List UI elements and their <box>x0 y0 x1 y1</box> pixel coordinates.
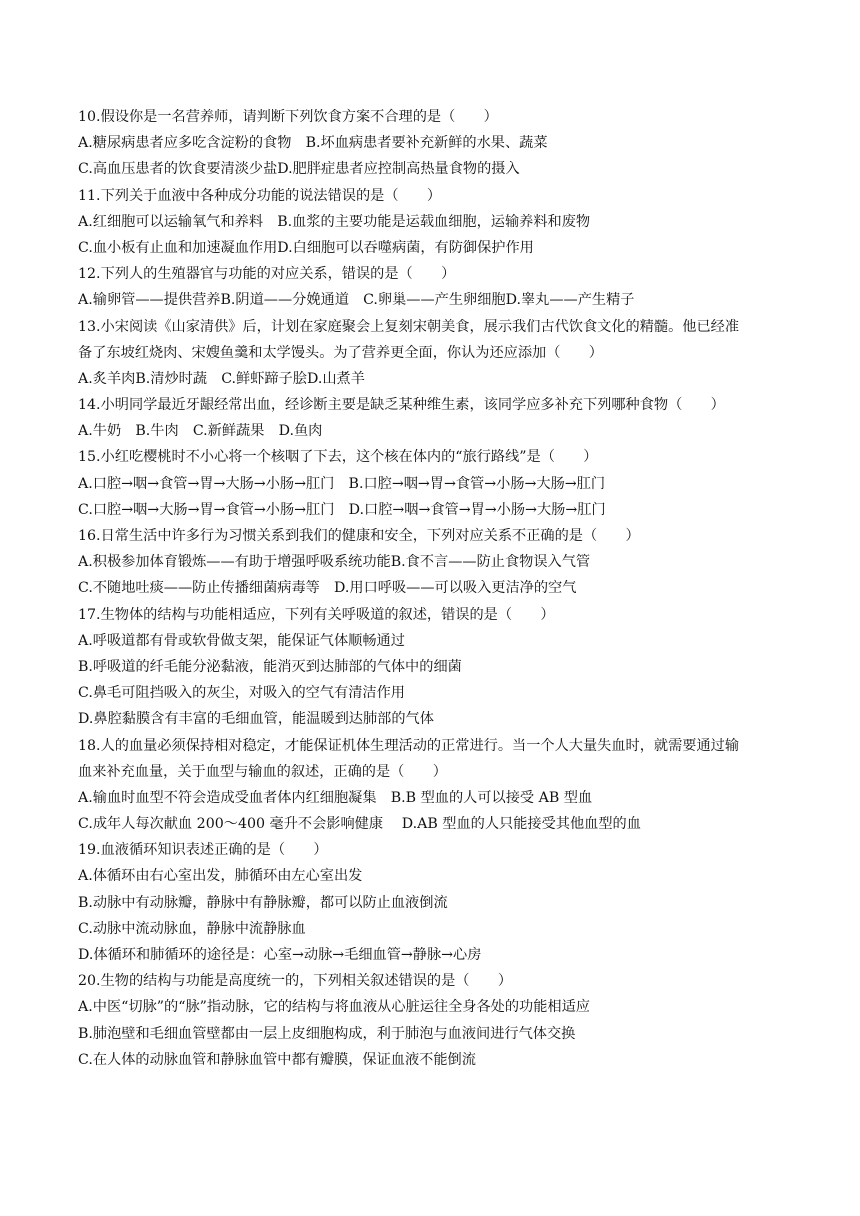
question-19-option-d: D.体循环和肺循环的途径是：心室→动脉→毛细血管→静脉→心房 <box>78 947 482 963</box>
question-18-options-cd: C.成年人每次献血 200～400 毫升不会影响健康 D.AB 型血的人只能接受其他血型的血 <box>78 816 641 833</box>
question-19-stem: 19.血液循环知识表述正确的是（ ） <box>78 842 328 859</box>
question-20-option-b: B.肺泡壁和毛细血管壁都由一层上皮细胞构成，利于肺泡与血液间进行气体交换 <box>78 1025 576 1042</box>
question-17-option-d: D.鼻腔黏膜含有丰富的毛细血管，能温暖到达肺部的气体 <box>78 711 434 728</box>
question-18-options-ab: A.输血时血型不符会造成受血者体内红细胞凝集 B.B 型血的人可以接受 AB 型血 <box>78 789 593 806</box>
question-17-option-c: C.鼻毛可阻挡吸入的灰尘，对吸入的空气有清洁作用 <box>78 685 405 702</box>
question-19-option-c: C.动脉中流动脉血，静脉中流静脉血 <box>78 920 306 937</box>
question-11-options-cd: C.血小板有止血和加速凝血作用D.白细胞可以吞噬病菌，有防御保护作用 <box>78 239 534 256</box>
question-15-options-ab: A.口腔→咽→食管→胃→大肠→小肠→肛门 B.口腔→咽→胃→食管→小肠→大肠→肛门 <box>78 475 606 492</box>
question-12-stem: 12.下列人的生殖器官与功能的对应关系，错误的是（ ） <box>78 266 456 283</box>
question-16-options-ab: A.积极参加体育锻炼——有助于增强呼吸系统功能B.食不言——防止食物误入气管 <box>78 554 591 571</box>
question-17-option-b: B.呼吸道的纤毛能分泌黏液，能消灭到达肺部的气体中的细菌 <box>78 658 462 675</box>
question-17-option-a: A.呼吸道都有骨或软骨做支架，能保证气体顺畅通过 <box>78 632 405 649</box>
question-16-stem: 16.日常生活中许多行为习惯关系到我们的健康和安全，下列对应关系不正确的是（ ） <box>78 528 640 544</box>
question-10-options-ab: A.糖尿病患者应多吃含淀粉的食物 B.坏血病患者要补充新鲜的水果、蔬菜 <box>78 135 548 152</box>
question-10-options-cd: C.高血压患者的饮食要清淡少盐D.肥胖症患者应控制高热量食物的摄入 <box>78 161 520 178</box>
question-14-stem: 14.小明同学最近牙龈经常出血，经诊断主要是缺乏某种维生素，该同学应多补充下列哪种食物（ ） <box>78 397 725 414</box>
question-15-options-cd: C.口腔→咽→大肠→胃→食管→小肠→肛门 D.口腔→咽→食管→胃→小肠→大肠→肛门 <box>78 501 606 518</box>
question-18-stem: 18.人的血量必须保持相对稳定，才能保证机体生理活动的正常进行。当一个人大量失血时，就需要通过输 <box>78 737 740 754</box>
question-10-stem: 10.假设你是一名营养师，请判断下列饮食方案不合理的是（ ） <box>78 109 498 125</box>
question-20-option-c: C.在人体的动脉血管和静脉血管中都有瓣膜，保证血液不能倒流 <box>78 1051 476 1068</box>
question-13-options: A.炙羊肉B.清炒时蔬 C.鲜虾蹄子脍D.山煮羊 <box>78 370 365 387</box>
question-16-options-cd: C.不随地吐痰——防止传播细菌病毒等 D.用口呼吸——可以吸入更洁净的空气 <box>78 580 577 597</box>
question-19-option-b: B.动脉中有动脉瓣，静脉中有静脉瓣，都可以防止血液倒流 <box>78 894 448 911</box>
question-13-stem-continued: 备了东坡红烧肉、宋嫂鱼羹和太学馒头。为了营养更全面，你认为还应添加（ ） <box>78 344 603 361</box>
question-11-options-ab: A.红细胞可以运输氧气和养料 B.血浆的主要功能是运载血细胞，运输养料和废物 <box>78 213 591 230</box>
question-15-stem: 15.小红吃樱桃时不小心将一个核咽了下去，这个核在体内的“旅行路线”是（ ） <box>78 449 598 466</box>
question-11-stem: 11.下列关于血液中各种成分功能的说法错误的是（ ） <box>78 187 442 204</box>
question-20-option-a: A.中医“切脉”的“脉”指动脉，它的结构与将血液从心脏运往全身各处的功能相适应 <box>78 999 590 1016</box>
question-20-stem: 20.生物的结构与功能是高度统一的，下列相关叙述错误的是（ ） <box>78 973 513 990</box>
question-18-stem-continued: 血来补充血量，关于血型与输血的叙述，正确的是（ ） <box>78 763 447 780</box>
question-13-stem: 13.小宋阅读《山家清供》后，计划在家庭聚会上复刻宋朝美食，展示我们古代饮食文化的精髓。他已经准 <box>78 318 740 335</box>
question-17-stem: 17.生物体的结构与功能相适应，下列有关呼吸道的叙述，错误的是（ ） <box>78 606 555 623</box>
question-12-options: A.输卵管——提供营养B.阴道——分娩通道 C.卵巢——产生卵细胞D.睾丸——产生精子 <box>78 292 635 309</box>
question-text-block <box>78 104 798 1073</box>
question-19-option-a: A.体循环由右心室出发，肺循环由左心室出发 <box>78 868 363 885</box>
question-14-options: A.牛奶 B.牛肉 C.新鲜蔬果 D.鱼肉 <box>78 423 323 440</box>
